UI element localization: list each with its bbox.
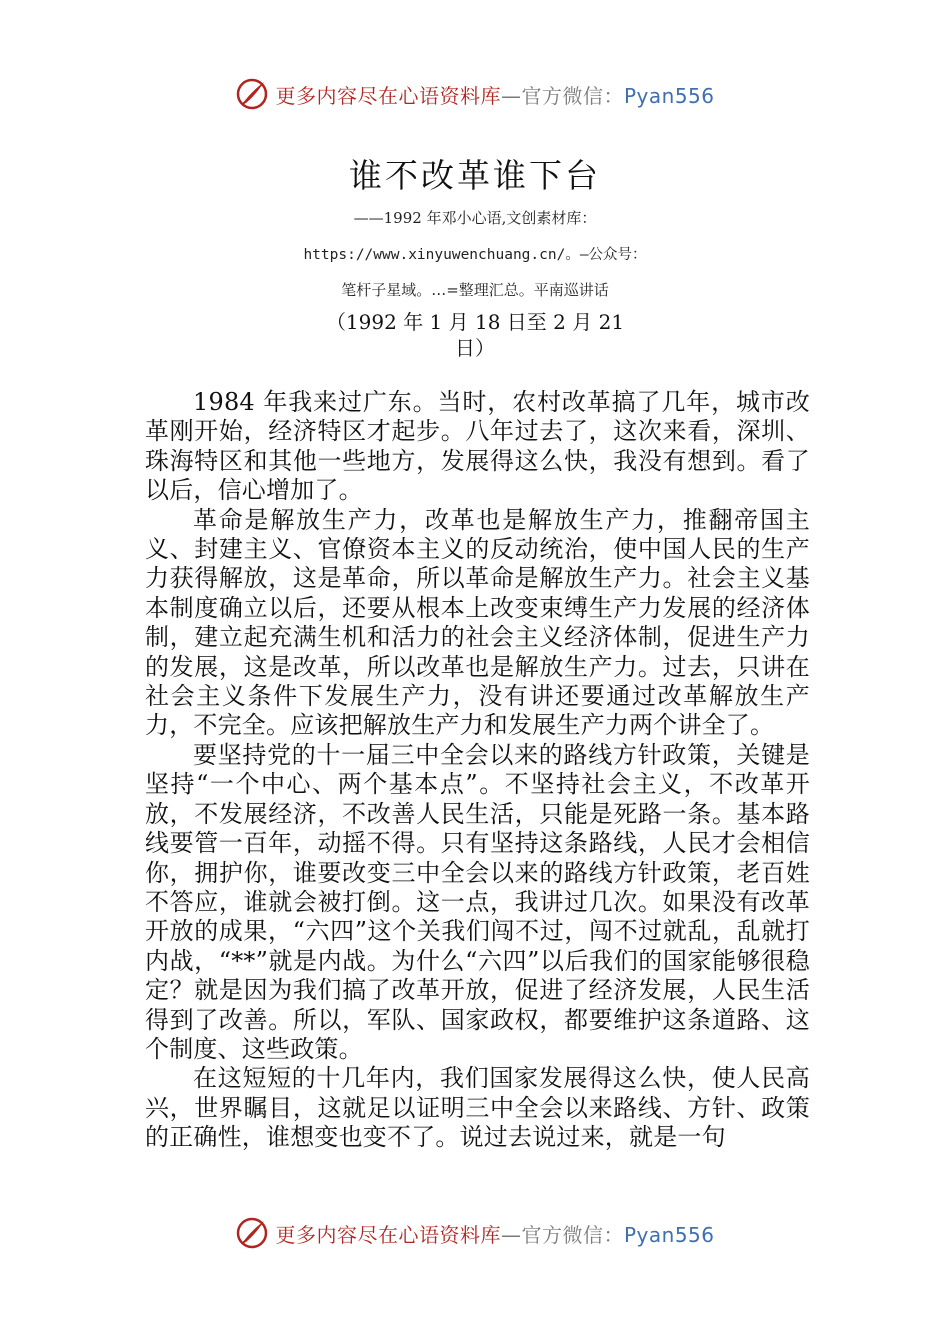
subtitle-url-line: https://www.xinyuwenchuang.cn/。—公众号： xyxy=(303,247,647,263)
quill-logo-icon xyxy=(235,1216,269,1250)
banner-text: 更多内容尽在心语资料库—官方微信：Pyan556 xyxy=(275,83,715,108)
body-paragraph: 革命是解放生产力，改革也是解放生产力，推翻帝国主义、封建主义、官僚资本主义的反动统治，使中国人民的生产力获得解放，这是革命，所以革命是解放生产力。社会主义基本制度确立以后，还要从根本上改变束缚生产力发展的经济体制，建立起充满生机和活力的社会主义经济体制，促进生产力的发展，这是改革，所以改革也是解放生产力。过去，只讲在社会主义条件下发展生产力，没有讲还要通过改革解放生产力，不完全。应该把解放生产力和发展生产力两个讲全了。 xyxy=(145,505,810,740)
top-watermark-banner xyxy=(0,72,950,116)
subtitle-line: ——1992 年邓小心语,文创素材库： xyxy=(353,209,597,227)
body-paragraph: 1984 年我来过广东。当时，农村改革搞了几年，城市改革刚开始，经济特区才起步。八年过去了，这次来看，深圳、珠海特区和其他一些地方，发展得这么快，我没有想到。看了以后，信心增加了。 xyxy=(145,388,810,505)
body-paragraph: 在这短短的十几年内，我们国家发展得这么快，使人民高兴，世界瞩目，这就足以证明三中全会以来路线、方针、政策的正确性，谁想变也变不了。说过去说过来，就是一句 xyxy=(145,1064,810,1152)
body-paragraph: 要坚持党的十一届三中全会以来的路线方针政策，关键是坚持“一个中心、两个基本点”。不坚持社会主义，不改革开放，不发展经济，不改善人民生活，只能是死路一条。基本路线要管一百年，动摇不得。只有坚持这条路线，人民才会相信你，拥护你，谁要改变三中全会以来的路线方针政策，老百姓不答应，谁就会被打倒。这一点，我讲过几次。如果没有改革开放的成果，“六四”这个关我们闯不过，闯不过就乱，乱就打内战，“**”就是内战。为什么“六四”以后我们的国家能够很稳定？就是因为我们搞了改革开放，促进了经济发展，人民生活得到了改善。所以，军队、国家政权，都要维护这条道路、这个制度、这些政策。 xyxy=(145,740,810,1063)
subtitle-line: 笔杆子星域。…=整理汇总。平南巡讲话 xyxy=(341,281,609,299)
banner-text: 更多内容尽在心语资料库—官方微信：Pyan556 xyxy=(275,1222,715,1247)
quill-logo-icon xyxy=(235,77,269,111)
document-title: 谁不改革谁下台 xyxy=(349,156,601,195)
bottom-watermark-banner xyxy=(0,1211,950,1255)
speech-date: （1992 年 1 月 18 日至 2 月 21 日） xyxy=(325,310,625,360)
document-body xyxy=(145,388,810,1153)
